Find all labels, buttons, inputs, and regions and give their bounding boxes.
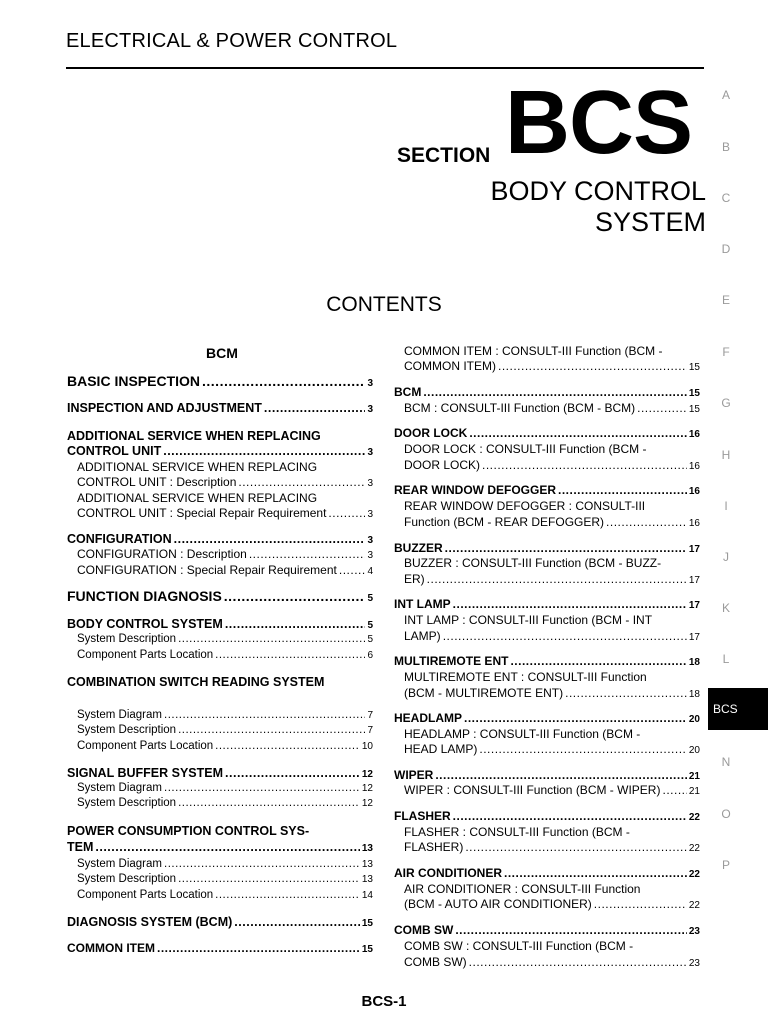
toc-entry-page: 4 [367, 566, 373, 577]
toc-entry[interactable] [404, 359, 700, 373]
toc-entry[interactable] [77, 724, 373, 736]
toc-entry-page: 22 [688, 843, 700, 854]
toc-entry-page: 20 [688, 745, 700, 756]
toc-entry-page: 17 [688, 544, 700, 555]
toc-entry[interactable] [77, 506, 373, 520]
toc-entry-page: 17 [688, 632, 700, 643]
toc-leader-dots [178, 633, 365, 645]
toc-entry[interactable] [67, 675, 373, 689]
toc-entry-label: (BCM - MULTIREMOTE ENT) [404, 686, 564, 700]
toc-entry[interactable] [67, 429, 373, 443]
toc-entry-page: 15 [361, 944, 373, 955]
toc-leader-dots [558, 483, 687, 497]
toc-entry-page: 3 [367, 378, 373, 389]
toc-entry[interactable] [67, 588, 373, 604]
toc-entry[interactable] [394, 923, 700, 937]
toc-entry[interactable] [77, 709, 373, 721]
toc-entry[interactable] [67, 824, 373, 838]
toc-leader-dots [264, 401, 366, 415]
toc-entry-label: CONFIGURATION : Special Repair Requirement [77, 563, 337, 577]
bcm-heading: BCM [206, 345, 238, 361]
toc-entry[interactable] [394, 541, 700, 555]
page-number: BCS-1 [361, 993, 407, 1010]
section-label: SECTION [397, 144, 491, 167]
toc-entry-label: HEADLAMP [394, 711, 462, 725]
toc-leader-dots [164, 709, 365, 721]
section-title: BODY CONTROL SYSTEM [490, 176, 706, 237]
toc-entry-page: 5 [367, 634, 373, 645]
toc-entry[interactable] [404, 783, 700, 797]
toc-entry-page: 20 [688, 714, 700, 725]
toc-entry-label: BASIC INSPECTION [67, 373, 201, 389]
side-index-letter[interactable]: K [721, 601, 730, 615]
toc-entry[interactable] [67, 532, 373, 546]
toc-leader-dots [215, 649, 365, 661]
toc-entry[interactable] [404, 670, 700, 684]
toc-entry-page: 14 [361, 890, 373, 901]
toc-leader-dots [479, 742, 687, 756]
toc-entry[interactable] [404, 572, 700, 586]
toc-leader-dots [163, 444, 365, 458]
toc-entry-page: 13 [361, 859, 373, 870]
toc-entry-label: BCM [394, 385, 422, 399]
toc-entry-page: 16 [688, 429, 700, 440]
toc-entry[interactable] [77, 740, 373, 752]
toc-leader-dots [469, 426, 687, 440]
toc-entry-label: DOOR LOCK) [404, 458, 481, 472]
side-index-letter[interactable]: E [721, 293, 730, 307]
toc-entry[interactable] [67, 373, 373, 389]
toc-entry[interactable] [404, 955, 700, 969]
toc-entry[interactable] [404, 825, 700, 839]
toc-entry-label: BUZZER [394, 541, 443, 555]
side-index-letter[interactable]: I [724, 499, 728, 513]
toc-leader-dots [510, 654, 686, 668]
toc-entry-page: 12 [361, 798, 373, 809]
toc-entry[interactable] [404, 515, 700, 529]
toc-entry[interactable] [404, 613, 700, 627]
toc-entry[interactable] [404, 727, 700, 741]
toc-entry-page: 21 [688, 771, 700, 782]
toc-leader-dots [423, 385, 687, 399]
toc-leader-dots [637, 401, 687, 415]
toc-entry-label: COMMON ITEM : CONSULT-III Function (BCM - [404, 344, 663, 358]
toc-leader-dots [464, 711, 687, 725]
toc-entry-page: 12 [361, 783, 373, 794]
contents-title: CONTENTS [326, 293, 442, 316]
toc-entry[interactable] [394, 768, 700, 782]
toc-entry[interactable] [404, 458, 700, 472]
toc-entry-page: 10 [361, 741, 373, 752]
toc-entry[interactable] [394, 483, 700, 497]
toc-entry-label: FLASHER) [404, 840, 464, 854]
toc-entry-label: Function (BCM - REAR DEFOGGER) [404, 515, 605, 529]
toc-entry-label: COMB SW [394, 923, 454, 937]
toc-leader-dots [225, 617, 366, 631]
toc-entry-label: TEM [67, 840, 94, 854]
toc-entry-label: INT LAMP : CONSULT-III Function (BCM - INT [404, 613, 653, 627]
toc-leader-dots [178, 797, 360, 809]
toc-entry-page: 23 [688, 926, 700, 937]
toc-leader-dots [469, 955, 687, 969]
toc-entry-page: 6 [367, 650, 373, 661]
toc-entry-label: CONTROL UNIT : Special Repair Requirement [77, 506, 327, 520]
toc-entry-page: 18 [688, 657, 700, 668]
toc-entry-page: 15 [361, 918, 373, 929]
toc-entry[interactable] [77, 858, 373, 870]
toc-entry-page: 22 [688, 812, 700, 823]
toc-entry[interactable] [67, 766, 373, 780]
toc-entry[interactable] [77, 889, 373, 901]
toc-entry[interactable] [394, 809, 700, 823]
toc-entry[interactable] [404, 344, 700, 358]
toc-entry-label: Component Parts Location [77, 649, 214, 661]
toc-entry[interactable] [404, 742, 700, 756]
toc-leader-dots [224, 588, 366, 604]
toc-entry-label: COMB SW : CONSULT-III Function (BCM - [404, 939, 634, 953]
toc-entry-page: 16 [688, 486, 700, 497]
side-index-letter[interactable]: N [721, 755, 731, 769]
toc-entry-label: LAMP) [404, 629, 441, 643]
toc-leader-dots [453, 809, 687, 823]
toc-entry-label: COMMON ITEM) [404, 359, 496, 373]
toc-entry[interactable] [404, 897, 700, 911]
toc-entry-page: 15 [688, 388, 700, 399]
toc-entry-label: INT LAMP [394, 597, 451, 611]
toc-entry-page: 12 [361, 769, 373, 780]
toc-entry-label: (BCM - AUTO AIR CONDITIONER) [404, 897, 592, 911]
toc-entry-label: CONTROL UNIT : Description [77, 475, 237, 489]
toc-leader-dots [157, 941, 360, 955]
toc-leader-dots [482, 458, 687, 472]
toc-leader-dots [662, 783, 686, 797]
toc-entry[interactable] [394, 426, 700, 440]
toc-entry-label: POWER CONSUMPTION CONTROL SYS- [67, 824, 310, 838]
toc-entry-label: COMBINATION SWITCH READING SYSTEM [67, 675, 325, 689]
toc-entry-page: 3 [367, 478, 373, 489]
toc-entry[interactable] [67, 401, 373, 415]
toc-leader-dots [174, 532, 366, 546]
toc-entry-page: 21 [688, 786, 700, 797]
toc-entry-page: 22 [688, 900, 700, 911]
toc-entry-label: System Diagram [77, 709, 162, 721]
side-index-letter[interactable]: H [721, 448, 731, 462]
toc-leader-dots [215, 889, 360, 901]
toc-entry-label: WIPER [394, 768, 434, 782]
toc-entry-page: 3 [367, 550, 373, 561]
toc-entry-page: 7 [367, 725, 373, 736]
side-index-letter[interactable]: B [721, 140, 730, 154]
toc-entry[interactable] [67, 840, 373, 854]
toc-leader-dots [225, 766, 360, 780]
toc-entry[interactable] [67, 915, 373, 929]
toc-entry-label: ADDITIONAL SERVICE WHEN REPLACING [67, 429, 321, 443]
side-index-letter[interactable]: P [721, 858, 730, 872]
toc-leader-dots [435, 768, 687, 782]
side-index-letter[interactable]: L [722, 652, 730, 666]
toc-entry[interactable] [67, 617, 373, 631]
toc-leader-dots [164, 782, 360, 794]
toc-entry-label: SIGNAL BUFFER SYSTEM [67, 766, 224, 780]
toc-entry-label: Component Parts Location [77, 740, 214, 752]
toc-leader-dots [234, 915, 360, 929]
toc-entry-page: 3 [367, 509, 373, 520]
toc-entry-label: WIPER : CONSULT-III Function (BCM - WIPER) [404, 783, 661, 797]
toc-entry-label: System Diagram [77, 782, 162, 794]
toc-entry-label: COMMON ITEM [67, 941, 155, 955]
toc-entry-page: 5 [367, 620, 373, 631]
toc-entry-label: AIR CONDITIONER : CONSULT-III Function [404, 882, 641, 896]
toc-entry-label: CONFIGURATION [67, 532, 172, 546]
toc-entry-label: DIAGNOSIS SYSTEM (BCM) [67, 915, 233, 929]
toc-entry-page: 18 [688, 689, 700, 700]
toc-leader-dots [238, 475, 365, 489]
toc-entry[interactable] [404, 939, 700, 953]
toc-entry-page: 17 [688, 575, 700, 586]
side-index-letter[interactable]: O [721, 807, 731, 821]
toc-leader-dots [164, 858, 360, 870]
toc-entry-label: FLASHER : CONSULT-III Function (BCM - [404, 825, 630, 839]
toc-entry[interactable] [394, 654, 700, 668]
toc-entry-page: 16 [688, 461, 700, 472]
toc-entry[interactable] [77, 782, 373, 794]
toc-entry[interactable] [77, 873, 373, 885]
toc-entry-label: ADDITIONAL SERVICE WHEN REPLACING [77, 491, 318, 505]
toc-entry-page: 13 [361, 874, 373, 885]
toc-entry-label: ER) [404, 572, 425, 586]
toc-entry-page: 5 [367, 593, 373, 604]
toc-entry-page: 13 [361, 843, 373, 854]
toc-leader-dots [427, 572, 687, 586]
toc-entry-label: BUZZER : CONSULT-III Function (BCM - BUZZ- [404, 556, 662, 570]
toc-entry[interactable] [404, 499, 700, 513]
toc-entry-label: Component Parts Location [77, 889, 214, 901]
toc-entry[interactable] [404, 442, 700, 456]
toc-entry[interactable] [77, 547, 373, 561]
toc-leader-dots [498, 359, 687, 373]
toc-entry[interactable] [394, 866, 700, 880]
toc-leader-dots [455, 923, 687, 937]
toc-leader-dots [453, 597, 687, 611]
toc-entry[interactable] [404, 840, 700, 854]
toc-entry[interactable] [77, 563, 373, 577]
toc-leader-dots [328, 506, 365, 520]
side-index-letter[interactable]: D [721, 242, 731, 256]
toc-entry-label: HEADLAMP : CONSULT-III Function (BCM - [404, 727, 641, 741]
toc-entry-label: System Description [77, 724, 177, 736]
toc-entry-label: System Diagram [77, 858, 162, 870]
toc-entry-label: MULTIREMOTE ENT [394, 654, 509, 668]
toc-leader-dots [606, 515, 687, 529]
toc-entry-page: 3 [367, 404, 373, 415]
toc-entry-label: MULTIREMOTE ENT : CONSULT-III Function [404, 670, 647, 684]
toc-entry-page: 7 [367, 710, 373, 721]
toc-leader-dots [339, 563, 366, 577]
toc-entry[interactable] [404, 882, 700, 896]
side-index-letter[interactable]: A [721, 88, 730, 102]
side-index-letter[interactable]: C [721, 191, 731, 205]
toc-leader-dots [249, 547, 366, 561]
toc-entry[interactable] [67, 444, 373, 458]
toc-entry-page: 22 [688, 869, 700, 880]
toc-leader-dots [443, 629, 687, 643]
toc-leader-dots [202, 373, 365, 389]
toc-entry-page: 15 [688, 404, 700, 415]
toc-entry[interactable] [404, 401, 700, 415]
toc-entry-label: REAR WINDOW DEFOGGER : CONSULT-III [404, 499, 646, 513]
toc-entry[interactable] [394, 597, 700, 611]
toc-entry-label: BODY CONTROL SYSTEM [67, 617, 223, 631]
toc-leader-dots [95, 840, 359, 854]
toc-entry[interactable] [77, 633, 373, 645]
side-index-letter[interactable]: F [722, 345, 730, 359]
toc-entry[interactable] [404, 556, 700, 570]
toc-leader-dots [465, 840, 687, 854]
toc-entry-label: DOOR LOCK [394, 426, 468, 440]
header-rule [66, 67, 704, 69]
toc-entry-label: HEAD LAMP) [404, 742, 478, 756]
toc-entry-label: System Description [77, 797, 177, 809]
toc-leader-dots [178, 873, 360, 885]
toc-entry-label: AIR CONDITIONER [394, 866, 502, 880]
side-index-letter[interactable]: J [723, 550, 729, 564]
toc-entry[interactable] [77, 460, 373, 474]
toc-entry-label: BCM : CONSULT-III Function (BCM - BCM) [404, 401, 636, 415]
toc-entry-label: System Description [77, 873, 177, 885]
toc-entry-page: 3 [367, 447, 373, 458]
toc-entry[interactable] [404, 629, 700, 643]
toc-leader-dots [178, 724, 365, 736]
toc-entry-page: 15 [688, 362, 700, 373]
toc-leader-dots [594, 897, 687, 911]
toc-entry-label: COMB SW) [404, 955, 467, 969]
toc-entry-page: 3 [367, 535, 373, 546]
toc-entry[interactable] [77, 649, 373, 661]
toc-leader-dots [445, 541, 687, 555]
toc-leader-dots [504, 866, 687, 880]
toc-entry-label: DOOR LOCK : CONSULT-III Function (BCM - [404, 442, 647, 456]
toc-entry[interactable] [67, 941, 373, 955]
side-index-active-tab[interactable]: BCS [708, 688, 768, 730]
toc-entry-label: FUNCTION DIAGNOSIS [67, 588, 222, 604]
toc-entry[interactable] [77, 491, 373, 505]
toc-entry-label: REAR WINDOW DEFOGGER [394, 483, 556, 497]
toc-entry[interactable] [394, 385, 700, 399]
toc-entry-label: CONFIGURATION : Description [77, 547, 247, 561]
toc-entry-label: FLASHER [394, 809, 451, 823]
toc-leader-dots [565, 686, 687, 700]
toc-entry[interactable] [77, 797, 373, 809]
toc-entry[interactable] [404, 686, 700, 700]
side-index-letter[interactable]: G [721, 396, 731, 410]
toc-entry-label: System Description [77, 633, 177, 645]
toc-entry-page: 23 [688, 958, 700, 969]
toc-entry[interactable] [394, 711, 700, 725]
toc-leader-dots [215, 740, 360, 752]
manual-header-title: ELECTRICAL & POWER CONTROL [66, 30, 398, 52]
section-code: BCS [505, 73, 693, 173]
toc-entry[interactable] [77, 475, 373, 489]
toc-entry-page: 17 [688, 600, 700, 611]
toc-entry-label: ADDITIONAL SERVICE WHEN REPLACING [77, 460, 318, 474]
toc-entry-label: INSPECTION AND ADJUSTMENT [67, 401, 262, 415]
toc-entry-label: CONTROL UNIT [67, 444, 162, 458]
toc-entry-page: 16 [688, 518, 700, 529]
